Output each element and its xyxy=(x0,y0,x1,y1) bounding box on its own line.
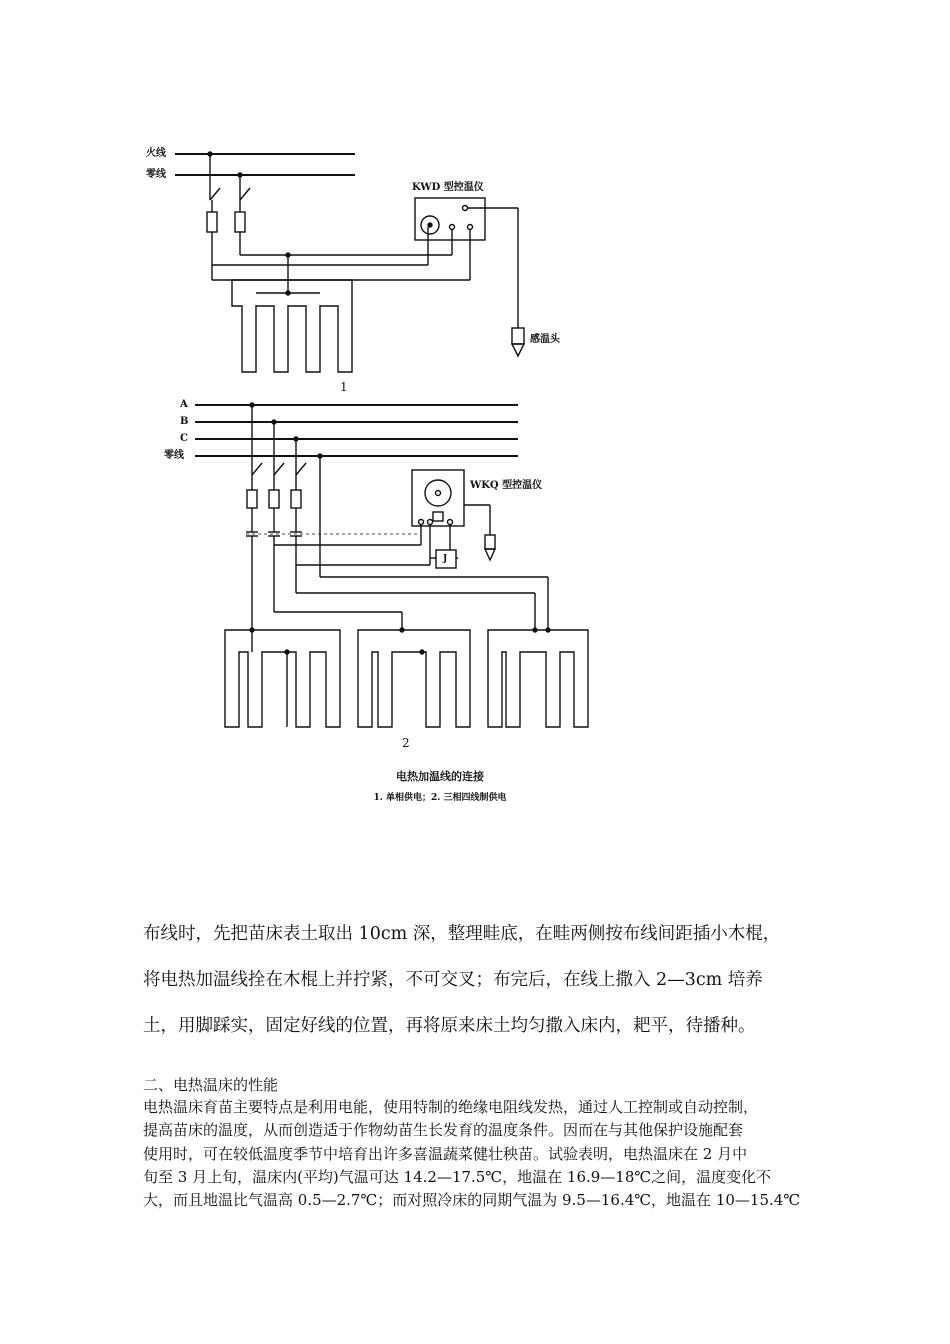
diagram-number-2: 2 xyxy=(402,736,410,750)
phase-c-label: C xyxy=(180,433,188,444)
paragraph-2-line-3: 使用时，可在较低温度季节中培育出许多喜温蔬菜健壮秧苗。试验表明，电热温床在 2 月中 xyxy=(143,1144,748,1163)
kwd-controller-box xyxy=(415,198,485,240)
wiring-diagram xyxy=(140,130,740,820)
wkq-controller-label: WKQ 型控温仪 xyxy=(470,480,543,491)
phase-b-label: B xyxy=(180,416,189,427)
kwd-controller-label: KWD 型控温仪 xyxy=(412,182,484,193)
wkq-controller-box xyxy=(412,470,464,526)
fuse-1 xyxy=(207,212,217,232)
heating-coil-1 xyxy=(232,280,352,372)
fuse-2 xyxy=(235,212,245,232)
neutral-wire-bottom-label: 零线 xyxy=(164,450,184,461)
sensor-head-label: 感温头 xyxy=(530,334,560,345)
wiring-figure xyxy=(140,130,740,820)
section-heading: 二、电热温床的性能 xyxy=(143,1076,279,1094)
diagram-2-three-phase xyxy=(195,403,588,727)
paragraph-2 xyxy=(143,1096,813,1212)
heating-coil-2b xyxy=(358,630,470,727)
paragraph-2-line-5: 大，而且地温比气温高 0.5—2.7℃；而对照冷床的同期气温为 9.5—16.4℃，地温在 10—15.4℃ xyxy=(143,1191,801,1210)
figure-caption-title: 电热加温线的连接 xyxy=(396,770,484,783)
paragraph-2-line-2: 提高苗床的温度，从而创造适于作物幼苗生长发育的温度条件。因而在与其他保护设施配套 xyxy=(143,1121,744,1140)
figure-caption-subtitle: 1. 单相供电；2. 三相四线制供电 xyxy=(373,793,507,803)
paragraph-1-line-3: 土，用脚踩实，固定好线的位置，再将原来床土均匀撒入床内，耙平，待播种。 xyxy=(143,1016,756,1036)
paragraph-2-line-1: 电热温床育苗主要特点是利用电能，使用特制的绝缘电阻线发热，通过人工控制或自动控制， xyxy=(143,1098,759,1116)
phase-a-label: A xyxy=(180,399,188,410)
wkq-dial xyxy=(425,480,451,506)
relay-label: J xyxy=(443,554,448,564)
paragraph-1-line-2: 将电热加温线拴在木棍上并拧紧，不可交叉；布完后，在线上撒入 2—3cm 培养 xyxy=(143,970,763,990)
diagram-number-1: 1 xyxy=(340,380,348,394)
live-wire-label: 火线 xyxy=(146,148,166,159)
paragraph-1-line-1: 布线时，先把苗床表土取出 10cm 深，整理畦底，在畦两侧按布线间距插小木棍， xyxy=(143,924,781,944)
heating-coil-2a xyxy=(225,630,340,727)
neutral-wire-top-label: 零线 xyxy=(146,169,166,180)
paragraph-2-line-4: 旬至 3 月上旬，温床内(平均)气温可达 14.2—17.5℃，地温在 16.9—18℃之间，温度变化不 xyxy=(143,1167,772,1186)
heating-coil-2c xyxy=(488,630,588,727)
